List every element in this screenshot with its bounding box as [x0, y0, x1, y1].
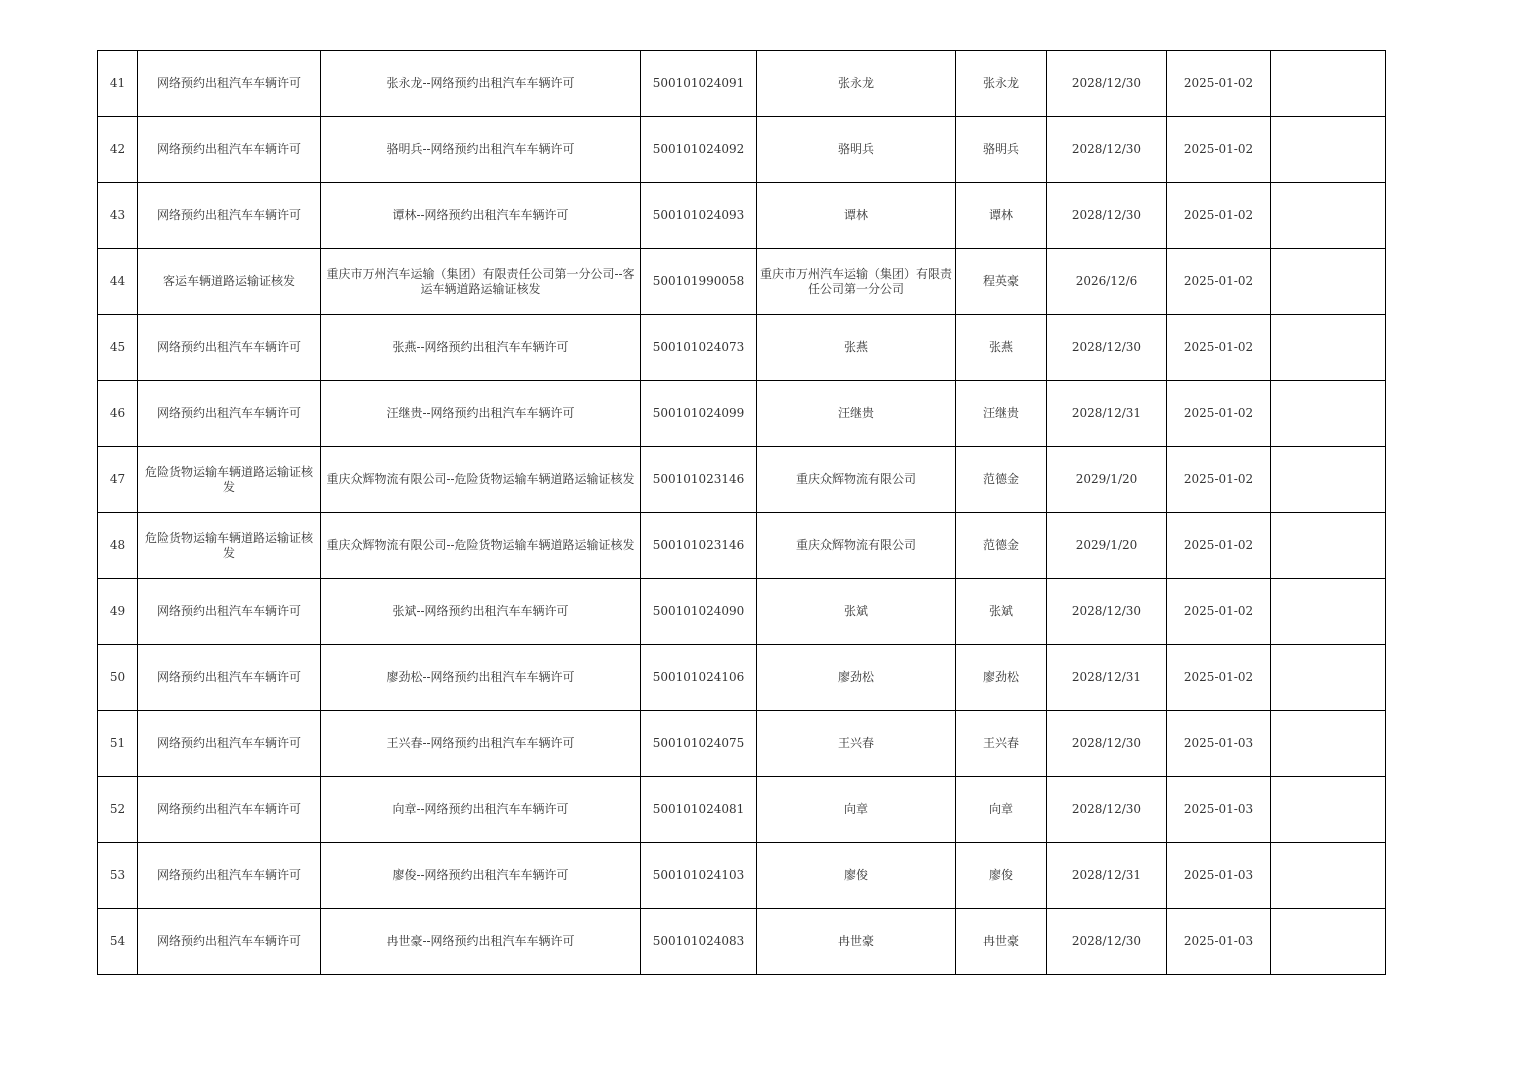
remarks-cell: [1271, 183, 1386, 249]
permit-type-cell: 网络预约出租汽车车辆许可: [138, 51, 321, 117]
certificate-number-cell: 500101024083: [641, 909, 757, 975]
remarks-cell: [1271, 51, 1386, 117]
table-row: [98, 315, 1386, 381]
issue-date-cell: 2025-01-03: [1167, 909, 1271, 975]
issue-date-cell: 2025-01-02: [1167, 315, 1271, 381]
remarks-cell: [1271, 645, 1386, 711]
remarks-cell: [1271, 381, 1386, 447]
permit-type-cell: 网络预约出租汽车车辆许可: [138, 315, 321, 381]
legal-representative-cell: 王兴春: [956, 711, 1047, 777]
table-row: [98, 183, 1386, 249]
permit-type-cell: 网络预约出租汽车车辆许可: [138, 117, 321, 183]
certificate-number-cell: 500101024090: [641, 579, 757, 645]
holder-name-cell: 张永龙: [757, 51, 956, 117]
certificate-number-cell: 500101024103: [641, 843, 757, 909]
certificate-number-cell: 500101023146: [641, 513, 757, 579]
holder-name-cell: 廖俊: [757, 843, 956, 909]
serial-number-cell: 42: [98, 117, 138, 183]
remarks-cell: [1271, 447, 1386, 513]
serial-number-cell: 50: [98, 645, 138, 711]
permit-type-cell: 网络预约出租汽车车辆许可: [138, 645, 321, 711]
permit-type-cell: 网络预约出租汽车车辆许可: [138, 777, 321, 843]
remarks-cell: [1271, 579, 1386, 645]
legal-representative-cell: 谭林: [956, 183, 1047, 249]
table-row: [98, 249, 1386, 315]
certificate-number-cell: 500101024106: [641, 645, 757, 711]
serial-number-cell: 41: [98, 51, 138, 117]
legal-representative-cell: 冉世豪: [956, 909, 1047, 975]
serial-number-cell: 46: [98, 381, 138, 447]
permit-type-cell: 网络预约出租汽车车辆许可: [138, 843, 321, 909]
holder-name-cell: 向章: [757, 777, 956, 843]
issue-date-cell: 2025-01-02: [1167, 249, 1271, 315]
permit-name-cell: 张燕--网络预约出租汽车车辆许可: [321, 315, 641, 381]
holder-name-cell: 冉世豪: [757, 909, 956, 975]
certificate-number-cell: 500101024073: [641, 315, 757, 381]
holder-name-cell: 重庆众辉物流有限公司: [757, 447, 956, 513]
license-table: [97, 50, 1386, 975]
permit-name-cell: 廖俊--网络预约出租汽车车辆许可: [321, 843, 641, 909]
table-row: [98, 381, 1386, 447]
certificate-number-cell: 500101024099: [641, 381, 757, 447]
issue-date-cell: 2025-01-02: [1167, 183, 1271, 249]
issue-date-cell: 2025-01-03: [1167, 843, 1271, 909]
legal-representative-cell: 程英豪: [956, 249, 1047, 315]
holder-name-cell: 张燕: [757, 315, 956, 381]
permit-name-cell: 重庆众辉物流有限公司--危险货物运输车辆道路运输证核发: [321, 513, 641, 579]
table-row: [98, 711, 1386, 777]
permit-name-cell: 王兴春--网络预约出租汽车车辆许可: [321, 711, 641, 777]
legal-representative-cell: 廖俊: [956, 843, 1047, 909]
legal-representative-cell: 张永龙: [956, 51, 1047, 117]
legal-representative-cell: 汪继贵: [956, 381, 1047, 447]
holder-name-cell: 重庆市万州汽车运输（集团）有限责任公司第一分公司: [757, 249, 956, 315]
holder-name-cell: 谭林: [757, 183, 956, 249]
permit-type-cell: 网络预约出租汽车车辆许可: [138, 909, 321, 975]
remarks-cell: [1271, 843, 1386, 909]
remarks-cell: [1271, 513, 1386, 579]
serial-number-cell: 44: [98, 249, 138, 315]
expiry-date-cell: 2029/1/20: [1047, 447, 1167, 513]
serial-number-cell: 45: [98, 315, 138, 381]
table-row: [98, 645, 1386, 711]
certificate-number-cell: 500101023146: [641, 447, 757, 513]
holder-name-cell: 重庆众辉物流有限公司: [757, 513, 956, 579]
certificate-number-cell: 500101990058: [641, 249, 757, 315]
serial-number-cell: 53: [98, 843, 138, 909]
permit-name-cell: 骆明兵--网络预约出租汽车车辆许可: [321, 117, 641, 183]
permit-type-cell: 网络预约出租汽车车辆许可: [138, 711, 321, 777]
certificate-number-cell: 500101024092: [641, 117, 757, 183]
permit-name-cell: 重庆众辉物流有限公司--危险货物运输车辆道路运输证核发: [321, 447, 641, 513]
serial-number-cell: 48: [98, 513, 138, 579]
legal-representative-cell: 范德金: [956, 513, 1047, 579]
holder-name-cell: 王兴春: [757, 711, 956, 777]
permit-type-cell: 网络预约出租汽车车辆许可: [138, 579, 321, 645]
expiry-date-cell: 2029/1/20: [1047, 513, 1167, 579]
expiry-date-cell: 2028/12/30: [1047, 579, 1167, 645]
permit-name-cell: 廖劲松--网络预约出租汽车车辆许可: [321, 645, 641, 711]
legal-representative-cell: 范德金: [956, 447, 1047, 513]
certificate-number-cell: 500101024093: [641, 183, 757, 249]
legal-representative-cell: 张燕: [956, 315, 1047, 381]
issue-date-cell: 2025-01-02: [1167, 381, 1271, 447]
issue-date-cell: 2025-01-02: [1167, 117, 1271, 183]
certificate-number-cell: 500101024091: [641, 51, 757, 117]
issue-date-cell: 2025-01-02: [1167, 579, 1271, 645]
table-row: [98, 447, 1386, 513]
expiry-date-cell: 2028/12/31: [1047, 843, 1167, 909]
remarks-cell: [1271, 909, 1386, 975]
permit-name-cell: 谭林--网络预约出租汽车车辆许可: [321, 183, 641, 249]
table-row: [98, 513, 1386, 579]
table-body: [98, 51, 1386, 975]
issue-date-cell: 2025-01-02: [1167, 447, 1271, 513]
expiry-date-cell: 2028/12/30: [1047, 183, 1167, 249]
remarks-cell: [1271, 711, 1386, 777]
permit-name-cell: 重庆市万州汽车运输（集团）有限责任公司第一分公司--客运车辆道路运输证核发: [321, 249, 641, 315]
expiry-date-cell: 2026/12/6: [1047, 249, 1167, 315]
serial-number-cell: 54: [98, 909, 138, 975]
permit-type-cell: 客运车辆道路运输证核发: [138, 249, 321, 315]
permit-type-cell: 危险货物运输车辆道路运输证核发: [138, 513, 321, 579]
issue-date-cell: 2025-01-03: [1167, 777, 1271, 843]
table-row: [98, 579, 1386, 645]
permit-type-cell: 危险货物运输车辆道路运输证核发: [138, 447, 321, 513]
legal-representative-cell: 张斌: [956, 579, 1047, 645]
table-row: [98, 909, 1386, 975]
remarks-cell: [1271, 777, 1386, 843]
permit-name-cell: 张斌--网络预约出租汽车车辆许可: [321, 579, 641, 645]
legal-representative-cell: 廖劲松: [956, 645, 1047, 711]
serial-number-cell: 51: [98, 711, 138, 777]
table-row: [98, 777, 1386, 843]
expiry-date-cell: 2028/12/30: [1047, 777, 1167, 843]
legal-representative-cell: 骆明兵: [956, 117, 1047, 183]
permit-type-cell: 网络预约出租汽车车辆许可: [138, 183, 321, 249]
holder-name-cell: 廖劲松: [757, 645, 956, 711]
expiry-date-cell: 2028/12/30: [1047, 51, 1167, 117]
permit-type-cell: 网络预约出租汽车车辆许可: [138, 381, 321, 447]
issue-date-cell: 2025-01-03: [1167, 711, 1271, 777]
permit-name-cell: 冉世豪--网络预约出租汽车车辆许可: [321, 909, 641, 975]
remarks-cell: [1271, 117, 1386, 183]
holder-name-cell: 汪继贵: [757, 381, 956, 447]
expiry-date-cell: 2028/12/31: [1047, 645, 1167, 711]
table-row: [98, 51, 1386, 117]
expiry-date-cell: 2028/12/30: [1047, 711, 1167, 777]
permit-name-cell: 张永龙--网络预约出租汽车车辆许可: [321, 51, 641, 117]
issue-date-cell: 2025-01-02: [1167, 51, 1271, 117]
issue-date-cell: 2025-01-02: [1167, 645, 1271, 711]
serial-number-cell: 43: [98, 183, 138, 249]
permit-name-cell: 向章--网络预约出租汽车车辆许可: [321, 777, 641, 843]
legal-representative-cell: 向章: [956, 777, 1047, 843]
certificate-number-cell: 500101024081: [641, 777, 757, 843]
holder-name-cell: 骆明兵: [757, 117, 956, 183]
remarks-cell: [1271, 249, 1386, 315]
serial-number-cell: 47: [98, 447, 138, 513]
holder-name-cell: 张斌: [757, 579, 956, 645]
expiry-date-cell: 2028/12/30: [1047, 315, 1167, 381]
certificate-number-cell: 500101024075: [641, 711, 757, 777]
expiry-date-cell: 2028/12/30: [1047, 909, 1167, 975]
permit-name-cell: 汪继贵--网络预约出租汽车车辆许可: [321, 381, 641, 447]
expiry-date-cell: 2028/12/31: [1047, 381, 1167, 447]
issue-date-cell: 2025-01-02: [1167, 513, 1271, 579]
table-row: [98, 843, 1386, 909]
remarks-cell: [1271, 315, 1386, 381]
expiry-date-cell: 2028/12/30: [1047, 117, 1167, 183]
serial-number-cell: 52: [98, 777, 138, 843]
table-row: [98, 117, 1386, 183]
serial-number-cell: 49: [98, 579, 138, 645]
